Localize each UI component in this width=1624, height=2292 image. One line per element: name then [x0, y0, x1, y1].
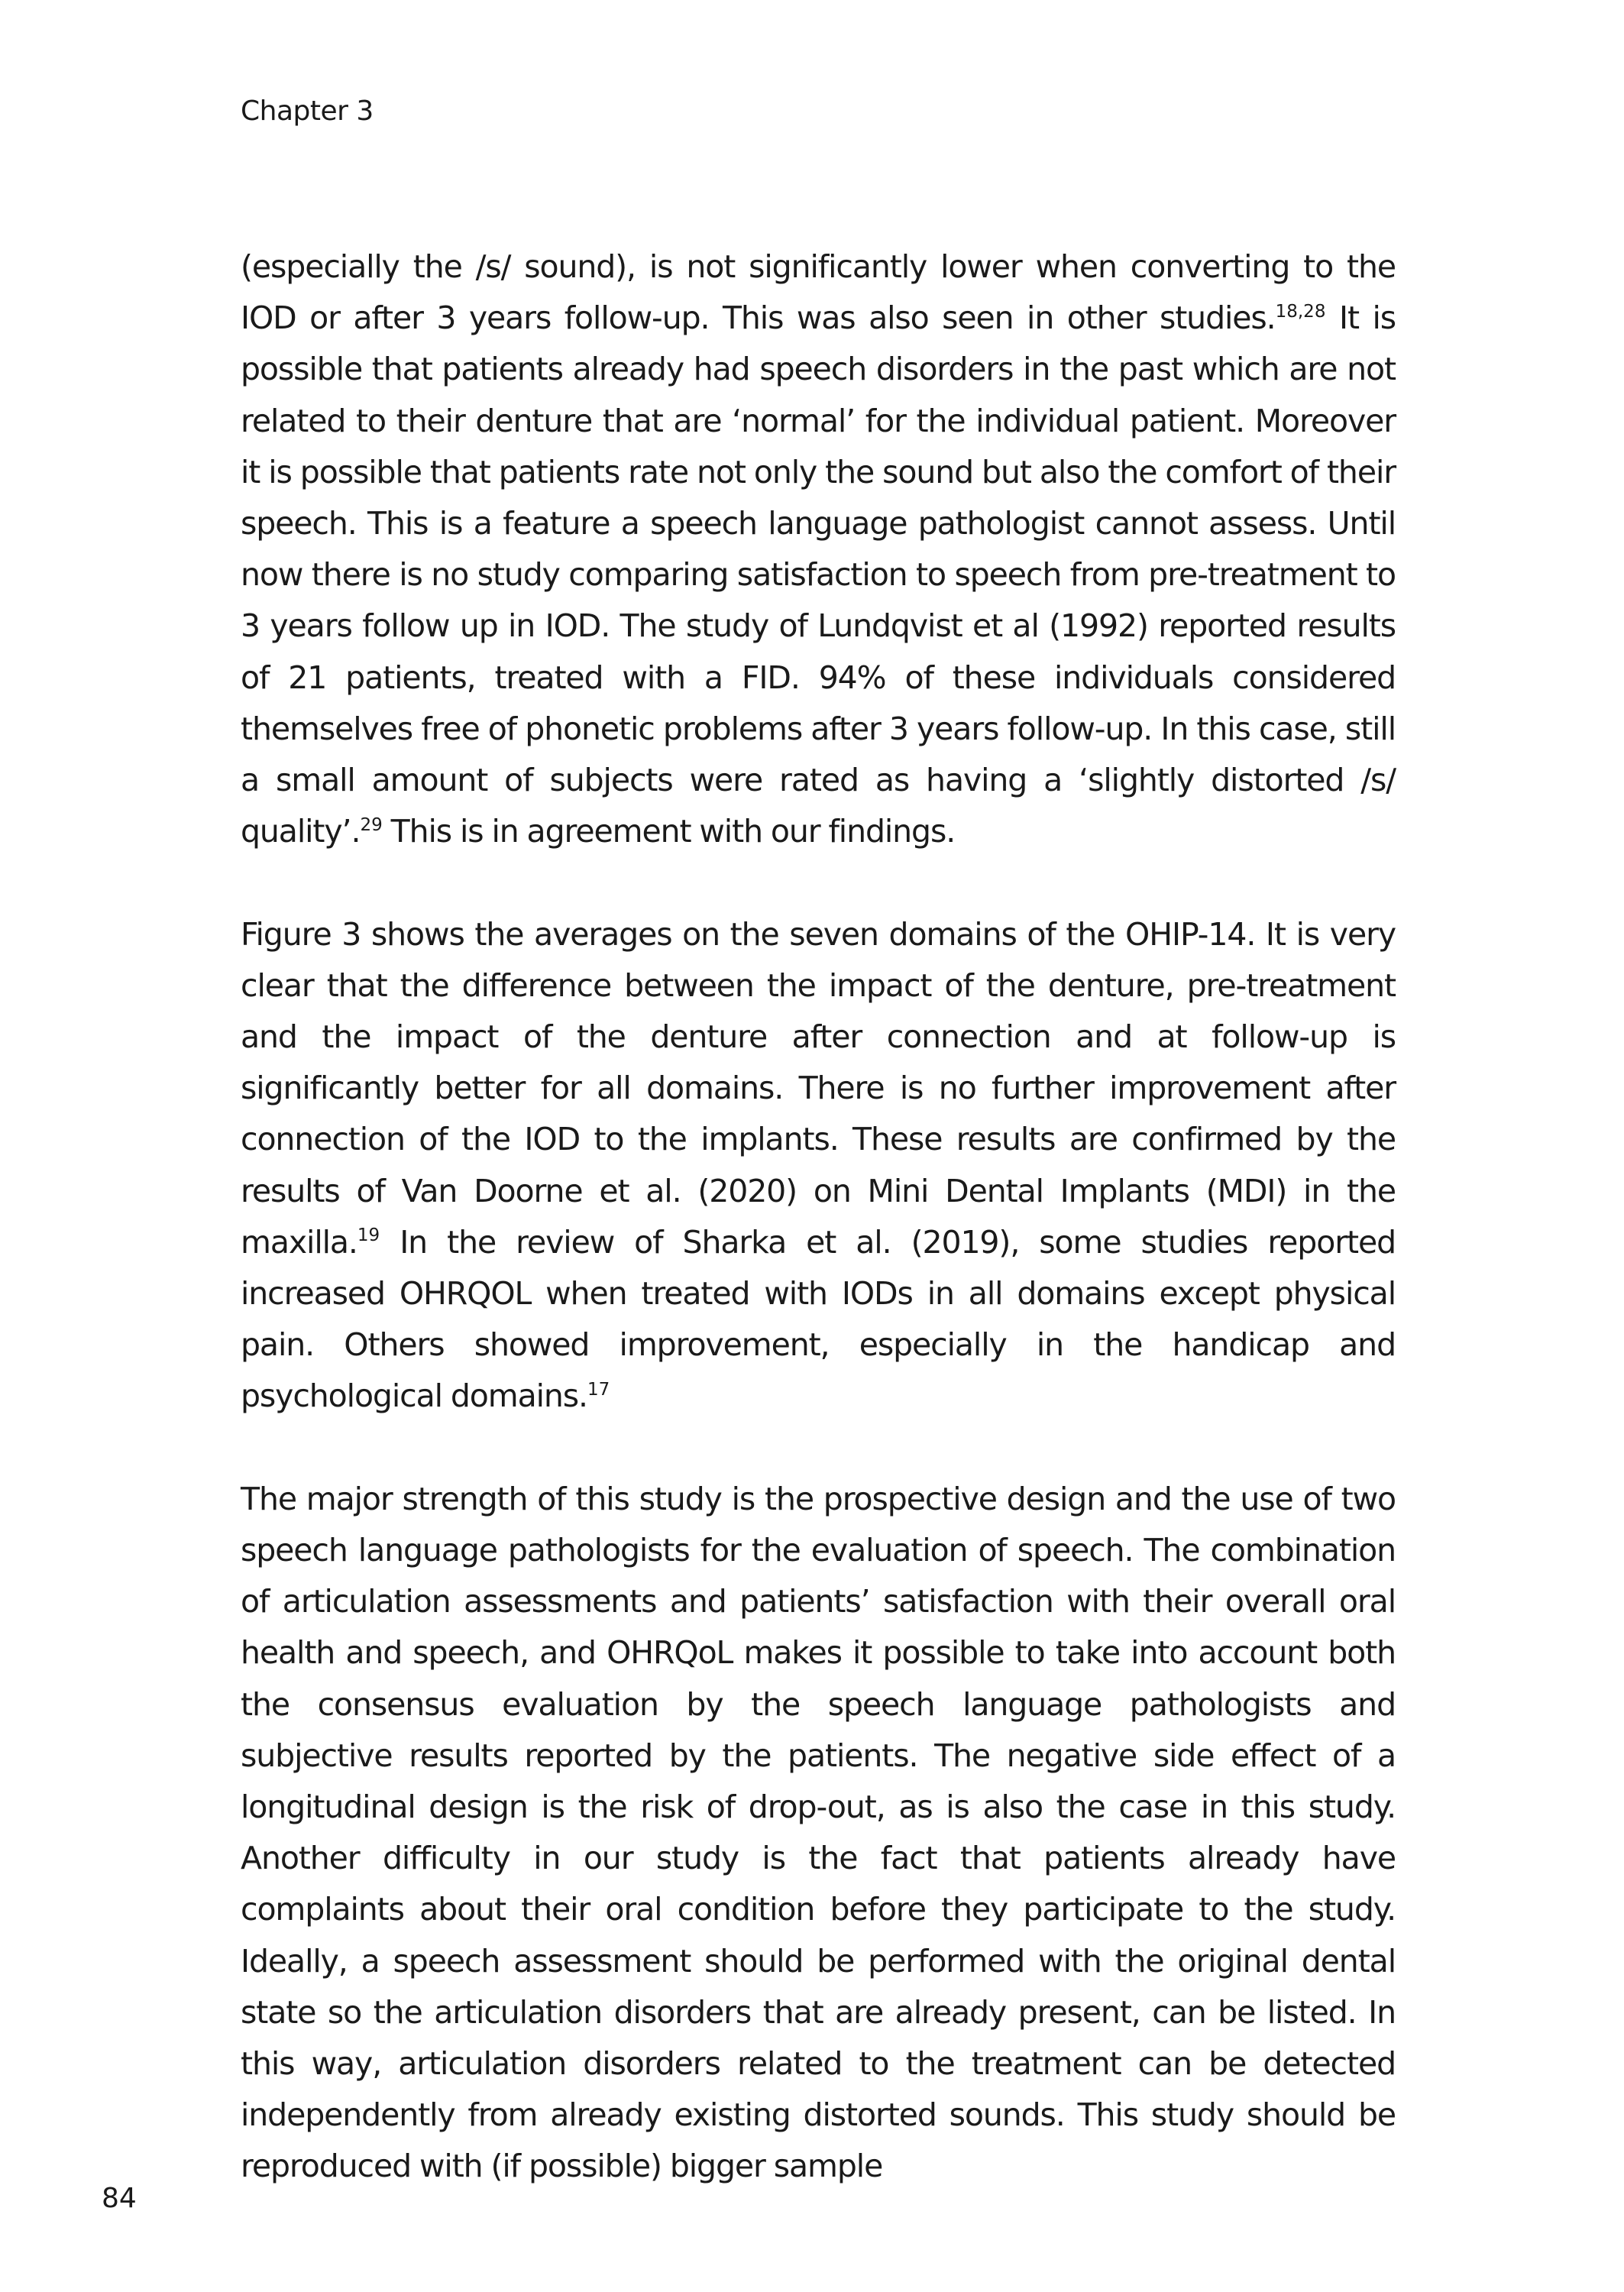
- reference-superscript: 18,28: [1275, 301, 1326, 322]
- body-text: [241, 241, 1396, 2193]
- paragraph-ohip-domains: [241, 909, 1396, 1423]
- paragraph-text: Figure 3 shows the averages on the seven domains of the OHIP-14. It is very clear that the difference between the impact of the denture, pre-treatment and the impact of the denture after connection and at follow-up is significantly better for all domains. There is no further improvement after connection of the IOD to the implants. These results are confirmed by the results of Van Doorne et al. (2020) on Mini Dental Implants (MDI) in the maxilla.: [241, 915, 1396, 1261]
- paragraph-text: In the review of Sharka et al. (2019), some studies reported increased OHRQOL when treated with IODs in all domains except physical pain. Others showed improvement, especially in the handicap and psychological domains.: [241, 1223, 1396, 1415]
- reference-superscript: 19: [357, 1225, 380, 1246]
- paragraph-text: It is possible that patients already had speech disorders in the past which are not related to their denture that are ‘normal’ for the individual patient. Moreover it is possible that patients rate not only the sound but also the comfort of their speech. This is a feature a speech language pathologist cannot assess. Until now there is no study comparing satisfaction to speech from pre-treatment to 3 years follow up in IOD. The study of Lundqvist et al (1992) reported results of 21 patients, treated with a FID. 94% of these individuals considered themselves free of phonetic problems after 3 years follow-up. In this case, still a small amount of subjects were rated as having a ‘slightly distorted /s/ quality’.: [241, 299, 1396, 850]
- paragraph-text: The major strength of this study is the prospective design and the use of two speech language pathologists for the evaluation of speech. The combination of articulation assessments and patients’ satisfaction with their overall oral health and speech, and OHRQoL makes it possible to take into account both the consensus evaluation by the speech language pathologists and subjective results reported by the patients. The negative side effect of a longitudinal design is the risk of drop-out, as is also the case in this study. Another difficulty in our study is the fact that patients already have complaints about their oral condition before they participate to the study. Ideally, a speech assessment should be performed with the original dental state so the articulation disorders that are already present, can be listed. In this way, articulation disorders related to the treatment can be detected independently from already existing distorted sounds. This study should be reproduced with (if possible) bigger sample: [241, 1480, 1396, 2185]
- running-header: Chapter 3: [241, 96, 374, 127]
- paragraph-speech-satisfaction: [241, 241, 1396, 857]
- reference-superscript: 17: [587, 1379, 610, 1400]
- page-number: 84: [102, 2183, 137, 2214]
- paragraph-strengths-limitations: [241, 1474, 1396, 2193]
- paragraph-text: (especially the /s/ sound), is not significantly lower when converting to the IOD or after 3 years follow-up. This was also seen in other studies.: [241, 248, 1396, 337]
- reference-superscript: 29: [360, 814, 383, 835]
- paragraph-text: This is in agreement with our findings.: [382, 813, 956, 850]
